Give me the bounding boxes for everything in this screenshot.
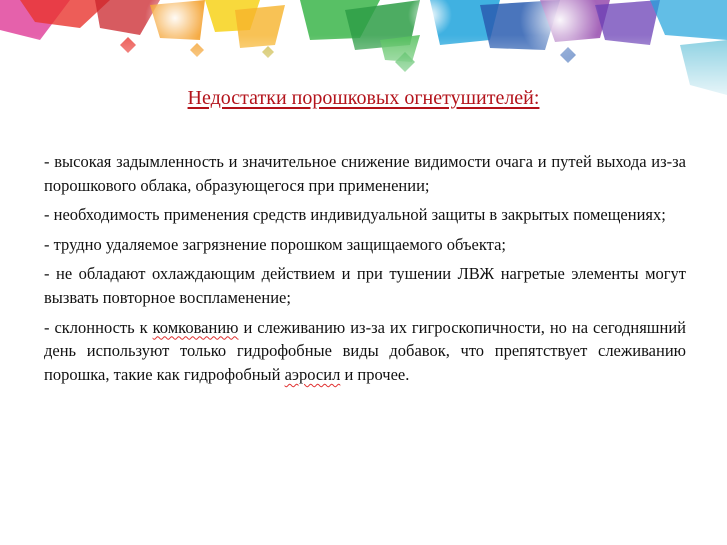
list-item: - не обладают охлаждающим действием и при тушении ЛВЖ нагретые элементы могут вызвать повторное воспламенение; (44, 264, 686, 307)
list-item: - высокая задымленность и значительное снижение видимости очага и путей выхода из-за порошкового облака, образующегося при применении; (44, 152, 686, 195)
list-item-text: и слеживанию из-за их гигроскопичности, но на сегодняшний день используют только гидрофобные виды добавок, что препятствует слеживанию порошка, такие как гидрофобный (44, 317, 687, 384)
misspelled-word: аэросил (284, 364, 341, 384)
list-item (44, 316, 686, 387)
list-item: - необходимость применения средств индивидуальной защиты в закрытых помещениях; (44, 205, 666, 225)
slide-title: Недостатки порошковых огнетушителей: (187, 87, 540, 109)
list-item-text: - склонность к (44, 317, 153, 337)
misspelled-word: комкованию (152, 317, 239, 337)
list-item-text: и прочее. (340, 364, 410, 384)
list-item: - трудно удаляемое загрязнение порошком защищаемого объекта; (44, 234, 506, 254)
bullet-list (44, 150, 686, 392)
banner-shape (650, 0, 727, 40)
